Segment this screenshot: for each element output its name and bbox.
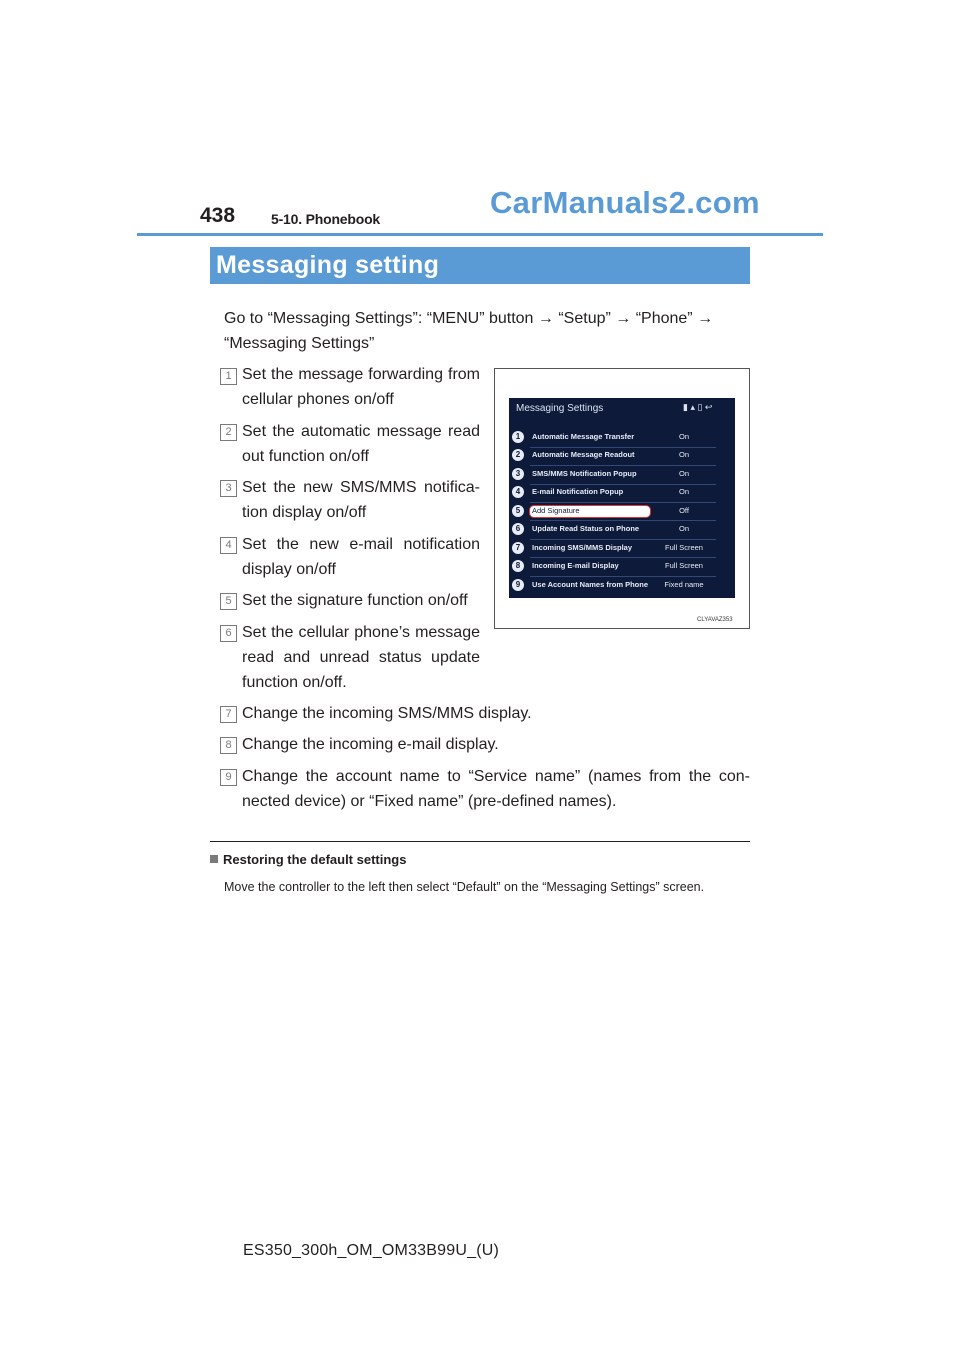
item-3-text: Set the new SMS/MMS notifica-tion display on/off [242, 479, 480, 521]
screen-row-value[interactable]: Full Screen [665, 561, 703, 570]
page-title: Messaging setting [216, 251, 440, 279]
watermark-logo: CarManuals2.com [490, 185, 760, 220]
screen-row-label[interactable]: Update Read Status on Phone [532, 524, 640, 533]
item-badge-5: 5 [220, 593, 237, 610]
screen-row-value[interactable]: Full Screen [665, 543, 703, 552]
screen-row-num: 3 [512, 468, 524, 480]
screen-row-value[interactable]: On [678, 487, 689, 496]
row-divider [530, 447, 716, 448]
row-divider [530, 576, 716, 577]
screen-row-label[interactable]: Use Account Names from Phone [532, 580, 648, 589]
screen-row-label[interactable]: Incoming E-mail Display [532, 561, 619, 570]
screen-row-label[interactable]: Automatic Message Readout [532, 450, 635, 459]
item-badge-1: 1 [220, 368, 237, 385]
screen-row-label[interactable]: E-mail Notification Popup [532, 487, 624, 496]
screen-row-num: 7 [512, 542, 524, 554]
item-1-text: Set the message forwarding from cellular phones on/off [242, 366, 480, 408]
screen-row-value[interactable]: On [678, 469, 689, 478]
item-badge-4: 4 [220, 537, 237, 554]
screen-row-label[interactable]: Add Signature [532, 506, 580, 515]
item-5-text: Set the signature function on/off [242, 592, 468, 609]
restore-heading-text: Restoring the default settings [223, 852, 407, 867]
item-9-text: Change the account name to “Service name” (names from the con-nected device) or “Fixed name” (pre-defined names). [242, 768, 750, 810]
status-icons: ▮ ▴ ▯ ↩ [683, 402, 713, 412]
screen-row-num: 4 [512, 486, 524, 498]
item-8-text: Change the incoming e-mail display. [242, 736, 499, 753]
screen-row-value[interactable]: On [678, 524, 689, 533]
screen-row-value[interactable]: Fixed name [664, 580, 704, 589]
item-badge-8: 8 [220, 737, 237, 754]
screen-row-value[interactable]: Off [679, 506, 689, 515]
section-divider [210, 841, 750, 842]
figure-code: CLYAVAZ353 [697, 617, 733, 623]
screen-title: Messaging Settings [516, 403, 604, 414]
screen-row-num: 2 [512, 449, 524, 461]
item-badge-7: 7 [220, 706, 237, 723]
page-number: 438 [200, 204, 236, 227]
screen-row-num: 9 [512, 579, 524, 591]
item-6-text: Set the cellular phone’s message read and unread status update function on/off. [242, 624, 480, 691]
screen-row-num: 1 [512, 431, 524, 443]
item-badge-3: 3 [220, 480, 237, 497]
item-badge-9: 9 [220, 769, 237, 786]
item-badge-6: 6 [220, 625, 237, 642]
item-2-text: Set the automatic message read out function on/off [242, 423, 480, 465]
item-4-text: Set the new e-mail notification display on/off [242, 536, 480, 578]
item-7-text: Change the incoming SMS/MMS display. [242, 705, 532, 722]
screen-row-label[interactable]: SMS/MMS Notification Popup [532, 469, 637, 478]
screen-row-num: 6 [512, 523, 524, 535]
restore-body: Move the controller to the left then select “Default” on the “Messaging Settings” screen. [224, 880, 705, 894]
row-divider [530, 465, 716, 466]
item-badge-2: 2 [220, 424, 237, 441]
screen-row-value[interactable]: On [678, 450, 689, 459]
intro-text: Go to “Messaging Settings”: “MENU” button → “Setup” → “Phone” → “Messaging Settings” [224, 310, 714, 352]
screen-row-num: 8 [512, 560, 524, 572]
row-divider [530, 520, 716, 521]
screen-row-num: 5 [512, 505, 524, 517]
row-divider [530, 539, 716, 540]
section-label: 5-10. Phonebook [271, 211, 381, 227]
restore-heading [210, 852, 406, 867]
header-rule [137, 233, 823, 236]
screen-row-value[interactable]: On [678, 432, 689, 441]
screen-row-label[interactable]: Incoming SMS/MMS Display [532, 543, 633, 552]
square-bullet-icon [210, 855, 218, 863]
footer-code: ES350_300h_OM_OM33B99U_(U) [243, 1242, 500, 1259]
row-divider [530, 502, 716, 503]
screen-row-label[interactable]: Automatic Message Transfer [532, 432, 635, 441]
row-divider [530, 484, 716, 485]
row-divider [530, 557, 716, 558]
